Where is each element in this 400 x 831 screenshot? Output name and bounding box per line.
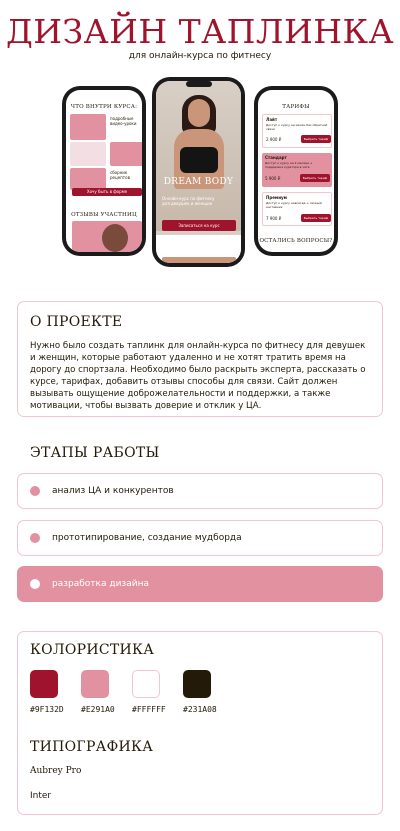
stage-bullet-icon <box>30 486 40 496</box>
expert-face <box>188 99 210 127</box>
style-card <box>17 631 383 815</box>
stages-title: ЭТАПЫ РАБОТЫ <box>30 445 160 461</box>
colors-title: КОЛОРИСТИКА <box>30 642 155 658</box>
signup-button[interactable]: Записаться на курс <box>162 220 236 231</box>
left-phone-heading: ЧТО ВНУТРИ КУРСА: <box>70 104 138 110</box>
tariff-price: 2 900 ₽ <box>266 137 282 142</box>
color-hex: #231A08 <box>183 705 217 714</box>
about-text: Нужно было создать таплинк для онлайн-курса по фитнесу для девушек и женщин, которые работают удаленно и не хотят тратить время на дорогу до спортзала. Необходимо было раскрыть эксперта, рассказать о курсе, тарифах, добавить отзывы способы для связи. Сайт должен вызывать ощущение доброжелательности и поддержки, а также мотивации, чтобы вызвать доверие и отклик у ЦА. <box>30 341 366 411</box>
font-name: Aubrey Pro <box>30 766 82 776</box>
course-item-block <box>110 142 142 166</box>
course-item-photo <box>70 114 106 140</box>
questions-heading: ОСТАЛИСЬ ВОПРОСЫ? <box>259 238 333 244</box>
course-item-block <box>70 168 106 190</box>
stage-label: анализ ЦА и конкурентов <box>52 486 174 496</box>
tariff-select-button[interactable]: Выбрать тариф <box>301 135 331 143</box>
tariff-name: Лайт <box>266 117 278 122</box>
bottom-section <box>156 235 241 263</box>
tariff-desc: Доступ к курсу на месяц без обратной связи <box>266 123 328 131</box>
review-avatar <box>102 224 128 252</box>
review-card <box>72 221 142 252</box>
tariff-select-button[interactable]: Выбрать тариф <box>300 174 330 182</box>
color-swatch <box>81 670 109 698</box>
page-subtitle: для онлайн-курса по фитнесу <box>128 51 272 61</box>
color-hex: #E291A0 <box>81 705 115 714</box>
tariff-card <box>262 192 332 226</box>
color-swatch <box>30 670 58 698</box>
font-name: Inter <box>30 791 52 801</box>
stage-bullet-icon <box>30 579 40 589</box>
tariff-desc: Доступ к курсу навсегда + личный наставник <box>266 201 322 209</box>
tariff-name: Стандарт <box>265 155 287 160</box>
course-item-photo <box>70 142 106 166</box>
expert-photo <box>156 81 241 231</box>
course-item-text: подробные видео-уроки <box>110 116 137 126</box>
tariff-select-button[interactable]: Выбрать тариф <box>301 214 331 222</box>
tariffs-heading: ТАРИФЫ <box>282 104 310 110</box>
expert-top <box>180 147 218 173</box>
left-phone-cta-button[interactable]: Хочу быть в форме <box>72 188 142 196</box>
page-title: ДИЗАЙН ТАПЛИНКА <box>5 12 395 51</box>
stage-item <box>17 473 383 509</box>
bottom-photo <box>162 257 236 263</box>
brand-tagline: Онлайн-курс по фитнесу для девушек и женщин <box>162 196 215 206</box>
about-title: О ПРОЕКТЕ <box>30 314 123 330</box>
color-hex: #FFFFFF <box>132 705 166 714</box>
brand-name: DREAM BODY <box>163 177 234 187</box>
stage-label: прототипирование, создание мудборда <box>52 533 242 543</box>
stage-item <box>17 520 383 556</box>
tariff-price: 5 900 ₽ <box>265 176 281 181</box>
color-swatch <box>132 670 160 698</box>
color-swatch <box>183 670 211 698</box>
tariff-card <box>262 114 332 148</box>
phone-mockup-right <box>254 86 338 256</box>
tariff-name: Премиум <box>266 195 287 200</box>
color-hex: #9F132D <box>30 705 64 714</box>
stage-item-active <box>17 566 383 602</box>
stage-label: разработка дизайна <box>52 579 149 589</box>
phone-mockup-center <box>152 77 245 267</box>
phone-mockup-left <box>62 86 146 256</box>
about-card <box>17 301 383 417</box>
stage-bullet-icon <box>30 533 40 543</box>
tariff-price: 7 900 ₽ <box>266 216 282 221</box>
typography-title: ТИПОГРАФИКА <box>30 739 154 755</box>
reviews-heading: ОТЗЫВЫ УЧАСТНИЦ <box>71 212 137 218</box>
tariff-desc: Доступ к курсу на 2 месяца + поддержка куратора в чате <box>265 161 313 169</box>
tariff-card <box>262 153 332 187</box>
course-item-text: сборник рецептов <box>110 170 130 180</box>
